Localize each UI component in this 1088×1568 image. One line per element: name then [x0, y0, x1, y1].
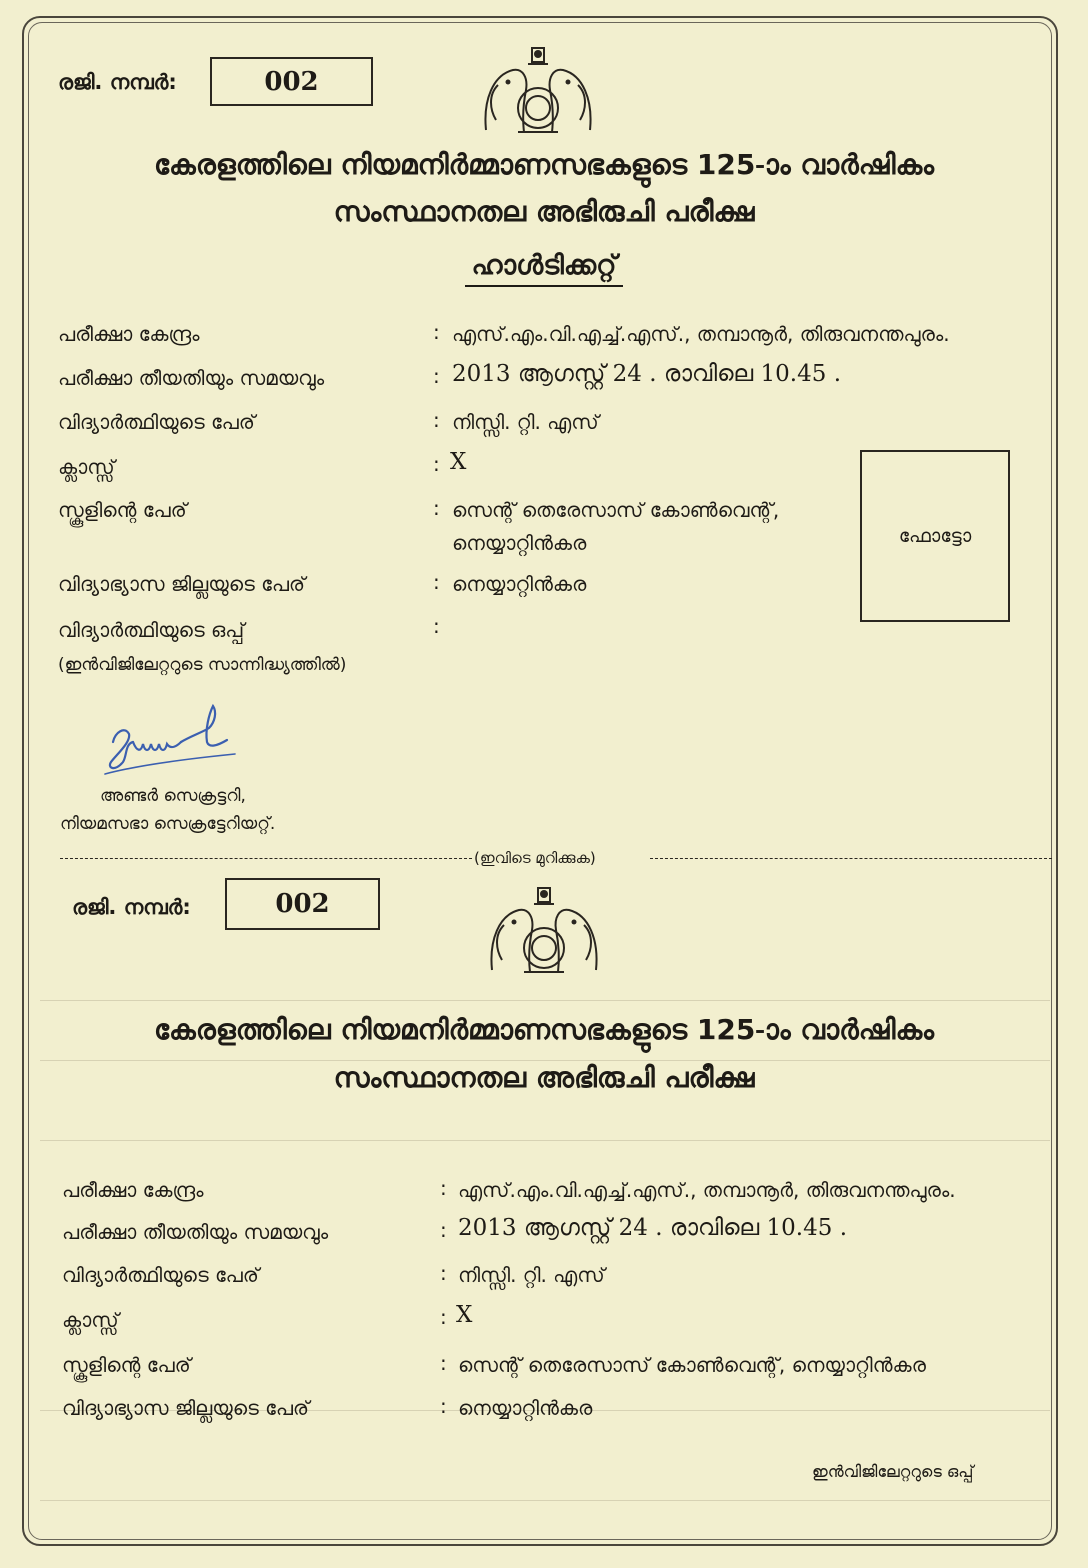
exam-centre-sep: : — [433, 320, 440, 344]
under-secretary-signature — [95, 692, 245, 787]
school-name-value-line2: നെയ്യാറ്റിൻകര — [452, 531, 587, 555]
counterfoil-school-name-value: സെന്റ് തെരേസാസ് കോൺവെന്റ്, നെയ്യാറ്റിൻകര — [458, 1353, 926, 1377]
student-signature-sep: : — [433, 614, 440, 638]
title-line-2: സംസ്ഥാനതല അഭിരുചി പരീക്ഷ — [333, 195, 755, 228]
counterfoil-class-value: X — [456, 1302, 473, 1328]
counterfoil-student-name-value: നിസ്സി. റ്റി. എസ് — [458, 1263, 605, 1287]
exam-date-value: 2013 ആഗസ്റ്റ് 24 . രാവിലെ 10.45 . — [452, 361, 842, 387]
counterfoil-reg-number-box: 002 — [225, 878, 380, 930]
reg-number-label: രജി. നമ്പർ: — [58, 70, 177, 94]
counterfoil-exam-date-label: പരീക്ഷാ തീയതിയും സമയവും — [62, 1220, 329, 1244]
class-sep: : — [433, 452, 440, 476]
reg-number-box: 002 — [210, 57, 373, 106]
title-line-1: കേരളത്തിലെ നിയമനിർമ്മാണസഭകളുടെ 125-ാം വാർഷികം — [154, 148, 934, 181]
cut-line-right — [650, 858, 1052, 859]
student-name-label: വിദ്യാർത്ഥിയുടെ പേര് — [58, 410, 255, 434]
signatory-office: നിയമസഭാ സെക്രട്ടേറിയറ്റ്. — [60, 814, 276, 834]
signatory-designation: അണ്ടർ സെക്രട്ടറി, — [100, 786, 246, 806]
school-name-value: സെന്റ് തെരേസാസ് കോൺവെന്റ്, — [452, 498, 780, 522]
counterfoil-title-line-2: സംസ്ഥാനതല അഭിരുചി പരീക്ഷ — [333, 1061, 755, 1094]
school-name-label: സ്കൂളിന്റെ പേര് — [58, 498, 187, 522]
edu-district-label: വിദ്യാഭ്യാസ ജില്ലയുടെ പേര് — [58, 572, 306, 596]
invigilator-presence-note: (ഇൻവിജിലേറ്ററുടെ സാന്നിദ്ധ്യത്തിൽ) — [58, 655, 347, 675]
hall-ticket-heading — [0, 250, 1088, 282]
class-label: ക്ലാസ്സ് — [58, 455, 115, 479]
cut-here-label: (ഇവിടെ മുറിക്കുക) — [474, 849, 596, 867]
student-name-sep: : — [433, 408, 440, 432]
counterfoil-edu-district-value: നെയ്യാറ്റിൻകര — [458, 1396, 593, 1420]
counterfoil-class-sep: : — [440, 1305, 447, 1329]
counterfoil-edu-district-label: വിദ്യാഭ്യാസ ജില്ലയുടെ പേര് — [62, 1396, 310, 1420]
counterfoil-exam-centre-value: എസ്.എം.വി.എച്ച്.എസ്., തമ്പാനൂർ, തിരുവനന്തപുരം. — [458, 1178, 956, 1202]
counterfoil-edu-district-sep: : — [440, 1394, 447, 1418]
counterfoil-exam-centre-sep: : — [440, 1176, 447, 1200]
counterfoil-exam-date-value: 2013 ആഗസ്റ്റ് 24 . രാവിലെ 10.45 . — [458, 1215, 848, 1241]
hall-ticket-heading-text: ഹാൾടിക്കറ്റ് — [465, 250, 622, 287]
counterfoil-school-name-label: സ്കൂളിന്റെ പേര് — [62, 1353, 191, 1377]
exam-centre-value: എസ്.എം.വി.എച്ച്.എസ്., തമ്പാനൂർ, തിരുവനന്തപുരം. — [452, 322, 950, 346]
counterfoil-school-name-sep: : — [440, 1351, 447, 1375]
counterfoil-exam-date-sep: : — [440, 1218, 447, 1242]
counterfoil-exam-centre-label: പരീക്ഷാ കേന്ദ്രം — [62, 1178, 204, 1202]
student-name-value: നിസ്സി. റ്റി. എസ് — [452, 410, 599, 434]
kerala-emblem-icon — [478, 40, 598, 140]
counterfoil-kerala-emblem-icon — [484, 880, 604, 980]
counterfoil-student-name-label: വിദ്യാർത്ഥിയുടെ പേര് — [62, 1263, 259, 1287]
edu-district-sep: : — [433, 570, 440, 594]
invigilator-signature-label: ഇൻവിജിലേറ്ററുടെ ഒപ്പ് — [812, 1462, 974, 1481]
photo-label: ഫോട്ടോ — [898, 525, 972, 547]
counterfoil-class-label: ക്ലാസ്സ് — [62, 1308, 119, 1332]
counterfoil-title-line-1: കേരളത്തിലെ നിയമനിർമ്മാണസഭകളുടെ 125-ാം വാർഷികം — [154, 1013, 934, 1046]
exam-date-sep: : — [433, 364, 440, 388]
exam-date-label: പരീക്ഷാ തീയതിയും സമയവും — [58, 366, 325, 390]
student-signature-label: വിദ്യാർത്ഥിയുടെ ഒപ്പ് — [58, 618, 245, 642]
class-value: X — [450, 449, 467, 475]
counterfoil-student-name-sep: : — [440, 1261, 447, 1285]
counterfoil-reg-number-label: രജി. നമ്പർ: — [72, 895, 191, 919]
exam-centre-label: പരീക്ഷാ കേന്ദ്രം — [58, 322, 200, 346]
photo-box — [860, 450, 1010, 622]
edu-district-value: നെയ്യാറ്റിൻകര — [452, 572, 587, 596]
cut-line-left — [60, 858, 472, 859]
school-name-sep: : — [433, 496, 440, 520]
